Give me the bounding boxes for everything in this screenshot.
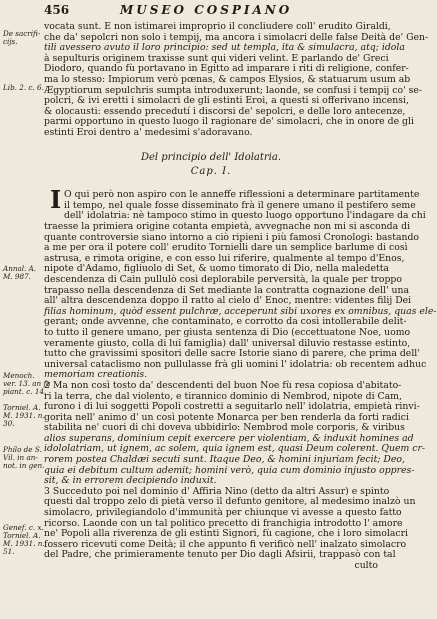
margin-note: Annal. A. M. 987. <box>3 264 37 281</box>
text-line: idololatriam, ut ignem, ac solem, quia ignem est, quasi Deum colerent. Quem cr- <box>44 443 426 455</box>
text-line: universal cataclismo non pullulasse frà gli uomini l' idolatria: ob recentem adhuc <box>44 358 427 370</box>
top-paragraph <box>44 21 429 139</box>
text-line: gerant; onde avvenne, che contaminato, e corrotto da così intollerabile delit- <box>44 316 407 328</box>
text-line: polcri, & ivi eretti i simolacri de gli estinti Eroi, a questi si offerivano incensi, <box>44 95 409 107</box>
text-line: questi dal troppo zelo di pietà verso il defunto genitore, al medesimo inalzò un <box>44 496 416 508</box>
text-line: 3 Succeduto poi nel dominio d' Affiria Nino (detto da altri Assur) e spinto <box>44 485 390 497</box>
text-line: nipote d'Adamo, figliuolo di Set, & uomo timorato di Dio, nella maledetta <box>44 263 389 275</box>
text-line: parmi opportuno in questo luogo il ragionare de' simolacri, che in onore de gli <box>44 116 414 128</box>
text-line: alios superans, dominium cepit exercere per violentiam, & induxit homines ad <box>44 432 414 444</box>
text-line: Diodoro, quando fù portavano in Egitto ad imparare i riti di religione, confer- <box>44 63 409 75</box>
running-title: MUSEO COSPIANO <box>120 3 293 17</box>
text-line: memoriam creationis. <box>44 369 148 381</box>
text-line: O qui però non aspiro con le anneffe riflessioni a determinare partitamente <box>64 189 420 200</box>
text-line: gorita nell' animo d' un così potente Monarca per ben renderla da forti radici <box>44 411 409 423</box>
text-line: tili avessero avuto il loro principio: sed ut templa, ita & simulacra, atq; idola <box>44 42 405 54</box>
text-line: ma lo stesso: Impiorum verò pœnas, & campos Elysios, & statuarum usum ab <box>44 73 411 85</box>
text-line: descendenza di Cain pullulò così deplorabile perversità, la quale per troppo <box>44 273 402 285</box>
text-line: traesse la primiera origine cotanta empietà, avvegnache non mi si asconda di <box>44 221 411 232</box>
margin-note: Torniel. A. M. 1931. n. 30. <box>3 403 45 428</box>
margin-note: Lib. 2. c. 6. <box>3 83 44 92</box>
text-line: & olocausti: essendo precedutí i discorsi de' sepolcri, e delle loro antecenze, <box>44 105 406 117</box>
catchword: culto <box>354 560 378 571</box>
text-line: ne' Popoli alla riverenza de gli estinti Signori, fù cagione, che i loro simolacri <box>44 528 409 540</box>
text-line: to tutto il genere umano, per giusta sentenza di Dio (eccettuatone Noe, uomo <box>44 326 411 338</box>
text-line: astrusa, e rimota origine, e con esso lui riferire, qualmente al tempo d'Enos, <box>44 252 405 264</box>
text-line: stabilita ne' cuori di chi doveva ubbidirlo: Nembrod mole corporis, & viribus <box>44 422 405 434</box>
text-line: furono i di lui soggetti Popoli costretti a seguitarlo nell' idolatria, empietà rinvi- <box>44 401 420 413</box>
text-line: simolacro, privilegiandolo d'immunità per chiunque vi avesse a questo fatto <box>44 507 402 519</box>
text-line: ricorso. Laonde con un tal politico precetto di franchigia introdotto l' amore <box>44 517 403 529</box>
text-line: sit, & in errorem decipiendo induxit. <box>44 475 217 487</box>
main-text <box>44 221 437 572</box>
chapter-label: Cap. I. <box>190 166 232 177</box>
text-line: che da' sepolcri non solo i tempij, ma ancora i simolacri delle false Deità de' Gen- <box>44 31 429 43</box>
text-line: il tempo, nel quale fosse disseminato frà il genere umano il pestifero seme <box>64 199 416 211</box>
text-line: rorem postea Chaldæi secuti sunt. Itaque Deo, & homini injuriam fecit; Deo, <box>44 454 405 466</box>
text-line: quia ei debitum cultum ademit; homini verò, quia cum dominio injusto oppres- <box>44 464 415 476</box>
margin-note: Menoch. ver. 13. an fa piant. c. 14. <box>3 371 51 396</box>
text-line: à sepulturis originem traxisse sunt qui videri velint. E parlando de' Greci <box>44 52 389 64</box>
text-line: ri la terra, che dal violento, e tirannico dominio di Nembrod, nipote di Cam, <box>44 390 402 402</box>
text-line: filias hominum, quòd essent pulchræ, acceperunt sibi uxores ex omnibus, quas ele- <box>44 305 437 317</box>
section-title: Del principio dell' Idolatria. <box>140 152 282 163</box>
text-line: all' altra descendenza doppo il ratto al cielo d' Enoc, mentre: videntes filij Dei <box>44 295 412 307</box>
text-line: trapasso nella descendenza di Set mediante la contratta cognazione dell' una <box>44 284 409 296</box>
text-line: del Padre, che primieramente tenuto per Dio dagli Afsirii, trappasò con tal <box>44 549 396 561</box>
page-header <box>0 3 401 19</box>
margin-note: De sacrifi- cijs. <box>3 29 41 46</box>
margin-note: Genef. c. x. Torniel. A. M. 1931. n. 51. <box>3 523 45 556</box>
text-line: dell' idolatria: nè tampoco stimo in questo luogo opportuno l'indagare da chi <box>64 210 426 222</box>
page-number: 456 <box>44 3 70 17</box>
text-line: Ægyptiorum sepulchris sumpta introduxerunt; laonde, se confusi i tempij co' se- <box>44 84 423 96</box>
margin-note: Phílo de S. Vil. in an- not. in gen. <box>3 445 45 470</box>
text-line: vocata sunt. E non istimarei improprio il concliudere coll' erudito Giraldi, <box>44 21 391 32</box>
text-line: a me per ora il potere coll' erudito Tornielli dare un semplice barlume di così <box>44 242 408 254</box>
text-line: 2 Ma non così tosto da' descendenti del buon Noe fù resa copiosa d'abitato- <box>44 379 402 391</box>
first-paragraph-lines <box>64 189 426 222</box>
text-line: quante controversie siano intorno a ciò ripieni i più famosi Cronologi: bastando <box>44 231 420 243</box>
text-line: tutto che gravissimi spositori delle sacre Istorie siano di parere, che prima dell' <box>44 348 420 360</box>
text-line: fossero ricevuti come Deità; il che appunto fi verificò nell' inalzato simolacro <box>44 538 407 550</box>
text-line: veramente giusto, colla di lui famiglia) dall' universal diluvio restasse estinto, <box>44 337 411 349</box>
text-line: estinti Eroi dentro a' medesimi s'adoravano. <box>44 126 253 138</box>
drop-cap: I <box>50 185 62 214</box>
